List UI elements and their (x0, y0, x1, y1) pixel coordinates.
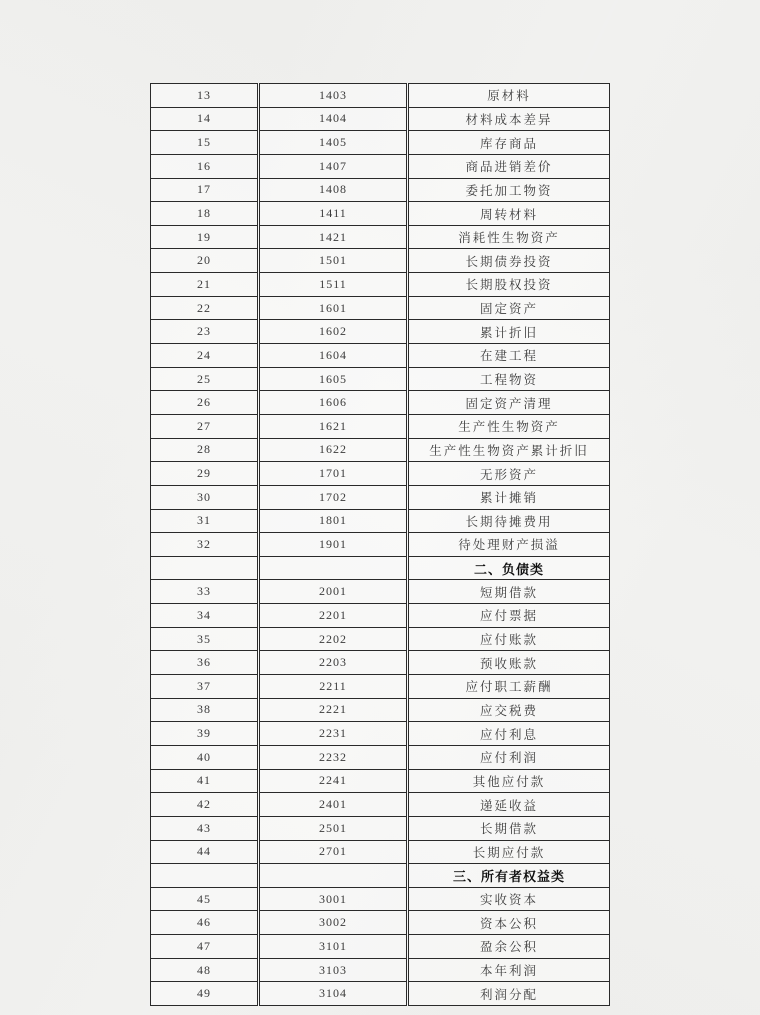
account-name-cell: 无形资产 (408, 462, 610, 486)
account-code-cell: 2211 (259, 675, 408, 699)
row-number-cell: 42 (151, 793, 259, 817)
table-row (151, 958, 610, 982)
account-code-cell: 1421 (259, 225, 408, 249)
row-number-cell: 15 (151, 131, 259, 155)
account-code-cell: 3002 (259, 911, 408, 935)
account-name-cell: 长期待摊费用 (408, 509, 610, 533)
table-row (151, 651, 610, 675)
account-name-cell: 长期债券投资 (408, 249, 610, 273)
account-name-cell: 在建工程 (408, 344, 610, 368)
row-number-cell: 40 (151, 745, 259, 769)
row-number-cell: 32 (151, 533, 259, 557)
account-code-cell: 1501 (259, 249, 408, 273)
row-number-cell: 30 (151, 485, 259, 509)
account-code-cell: 1605 (259, 367, 408, 391)
table-row (151, 509, 610, 533)
account-code-cell: 1901 (259, 533, 408, 557)
table-row (151, 296, 610, 320)
empty-cell (151, 864, 259, 888)
row-number-cell: 34 (151, 604, 259, 628)
table-row (151, 769, 610, 793)
account-name-cell: 短期借款 (408, 580, 610, 604)
row-number-cell: 22 (151, 296, 259, 320)
account-name-cell: 实收资本 (408, 887, 610, 911)
row-number-cell: 35 (151, 627, 259, 651)
account-code-cell: 1621 (259, 414, 408, 438)
row-number-cell: 38 (151, 698, 259, 722)
account-name-cell: 应付利息 (408, 722, 610, 746)
table-row (151, 793, 610, 817)
section-title-cell: 二、负债类 (408, 556, 610, 580)
account-code-cell: 1604 (259, 344, 408, 368)
account-code-cell: 1408 (259, 178, 408, 202)
account-code-cell: 1801 (259, 509, 408, 533)
section-header-row (151, 864, 610, 888)
table-row (151, 627, 610, 651)
row-number-cell: 23 (151, 320, 259, 344)
row-number-cell: 16 (151, 154, 259, 178)
account-name-cell: 资本公积 (408, 911, 610, 935)
table-row (151, 391, 610, 415)
table-row (151, 604, 610, 628)
account-name-cell: 委托加工物资 (408, 178, 610, 202)
table-row (151, 840, 610, 864)
account-code-cell: 1601 (259, 296, 408, 320)
table-row (151, 485, 610, 509)
table-row (151, 414, 610, 438)
table-row (151, 225, 610, 249)
account-code-cell: 3001 (259, 887, 408, 911)
account-name-cell: 工程物资 (408, 367, 610, 391)
row-number-cell: 17 (151, 178, 259, 202)
account-name-cell: 长期借款 (408, 816, 610, 840)
table-row (151, 367, 610, 391)
account-code-cell: 2241 (259, 769, 408, 793)
table-row (151, 533, 610, 557)
account-name-cell: 原材料 (408, 84, 610, 108)
account-name-cell: 生产性生物资产累计折旧 (408, 438, 610, 462)
table-row (151, 320, 610, 344)
account-code-cell: 2001 (259, 580, 408, 604)
table-row (151, 722, 610, 746)
account-name-cell: 待处理财产损溢 (408, 533, 610, 557)
account-name-cell: 固定资产 (408, 296, 610, 320)
row-number-cell: 39 (151, 722, 259, 746)
account-code-cell: 2202 (259, 627, 408, 651)
account-name-cell: 累计折旧 (408, 320, 610, 344)
table-row (151, 887, 610, 911)
table-row (151, 675, 610, 699)
account-code-cell: 2401 (259, 793, 408, 817)
account-name-cell: 预收账款 (408, 651, 610, 675)
row-number-cell: 19 (151, 225, 259, 249)
row-number-cell: 27 (151, 414, 259, 438)
account-code-cell: 2221 (259, 698, 408, 722)
row-number-cell: 48 (151, 958, 259, 982)
account-name-cell: 应付职工薪酬 (408, 675, 610, 699)
table-row (151, 107, 610, 131)
account-name-cell: 应付账款 (408, 627, 610, 651)
row-number-cell: 14 (151, 107, 259, 131)
account-name-cell: 长期股权投资 (408, 273, 610, 297)
row-number-cell: 13 (151, 84, 259, 108)
section-title-cell: 三、所有者权益类 (408, 864, 610, 888)
row-number-cell: 33 (151, 580, 259, 604)
row-number-cell: 36 (151, 651, 259, 675)
row-number-cell: 20 (151, 249, 259, 273)
table-row (151, 816, 610, 840)
row-number-cell: 25 (151, 367, 259, 391)
account-name-cell: 消耗性生物资产 (408, 225, 610, 249)
table-row (151, 935, 610, 959)
empty-cell (259, 556, 408, 580)
account-code-cell: 1403 (259, 84, 408, 108)
account-name-cell: 周转材料 (408, 202, 610, 226)
table-row (151, 462, 610, 486)
row-number-cell: 43 (151, 816, 259, 840)
account-name-cell: 商品进销差价 (408, 154, 610, 178)
row-number-cell: 46 (151, 911, 259, 935)
account-name-cell: 库存商品 (408, 131, 610, 155)
row-number-cell: 37 (151, 675, 259, 699)
empty-cell (259, 864, 408, 888)
row-number-cell: 18 (151, 202, 259, 226)
chart-of-accounts-table (150, 83, 610, 1006)
row-number-cell: 41 (151, 769, 259, 793)
table-row (151, 249, 610, 273)
row-number-cell: 45 (151, 887, 259, 911)
table-row (151, 580, 610, 604)
account-name-cell: 应付票据 (408, 604, 610, 628)
row-number-cell: 49 (151, 982, 259, 1006)
account-code-cell: 1602 (259, 320, 408, 344)
table-row (151, 698, 610, 722)
row-number-cell: 26 (151, 391, 259, 415)
account-code-cell: 1405 (259, 131, 408, 155)
table-row (151, 178, 610, 202)
row-number-cell: 47 (151, 935, 259, 959)
table-row (151, 911, 610, 935)
account-name-cell: 生产性生物资产 (408, 414, 610, 438)
account-code-cell: 1622 (259, 438, 408, 462)
account-code-cell: 1511 (259, 273, 408, 297)
row-number-cell: 24 (151, 344, 259, 368)
table-row (151, 273, 610, 297)
account-name-cell: 盈余公积 (408, 935, 610, 959)
row-number-cell: 44 (151, 840, 259, 864)
table-row (151, 84, 610, 108)
table-row (151, 131, 610, 155)
account-name-cell: 本年利润 (408, 958, 610, 982)
account-code-cell: 2501 (259, 816, 408, 840)
table-row (151, 745, 610, 769)
account-code-cell: 1606 (259, 391, 408, 415)
account-name-cell: 应交税费 (408, 698, 610, 722)
row-number-cell: 21 (151, 273, 259, 297)
account-name-cell: 长期应付款 (408, 840, 610, 864)
section-header-row (151, 556, 610, 580)
table-row (151, 438, 610, 462)
row-number-cell: 29 (151, 462, 259, 486)
account-name-cell: 应付利润 (408, 745, 610, 769)
table-row (151, 344, 610, 368)
account-code-cell: 2203 (259, 651, 408, 675)
account-code-cell: 1404 (259, 107, 408, 131)
account-name-cell: 累计摊销 (408, 485, 610, 509)
account-code-cell: 2231 (259, 722, 408, 746)
account-code-cell: 2232 (259, 745, 408, 769)
account-name-cell: 利润分配 (408, 982, 610, 1006)
account-code-cell: 3103 (259, 958, 408, 982)
table-row (151, 154, 610, 178)
table-row (151, 202, 610, 226)
table-body (151, 84, 610, 1006)
account-code-cell: 1701 (259, 462, 408, 486)
account-code-cell: 3104 (259, 982, 408, 1006)
account-name-cell: 其他应付款 (408, 769, 610, 793)
account-code-cell: 1702 (259, 485, 408, 509)
account-name-cell: 递延收益 (408, 793, 610, 817)
account-code-cell: 1411 (259, 202, 408, 226)
account-code-cell: 2201 (259, 604, 408, 628)
empty-cell (151, 556, 259, 580)
account-code-cell: 3101 (259, 935, 408, 959)
account-name-cell: 材料成本差异 (408, 107, 610, 131)
row-number-cell: 31 (151, 509, 259, 533)
row-number-cell: 28 (151, 438, 259, 462)
account-code-cell: 1407 (259, 154, 408, 178)
table-row (151, 982, 610, 1006)
account-name-cell: 固定资产清理 (408, 391, 610, 415)
account-code-cell: 2701 (259, 840, 408, 864)
